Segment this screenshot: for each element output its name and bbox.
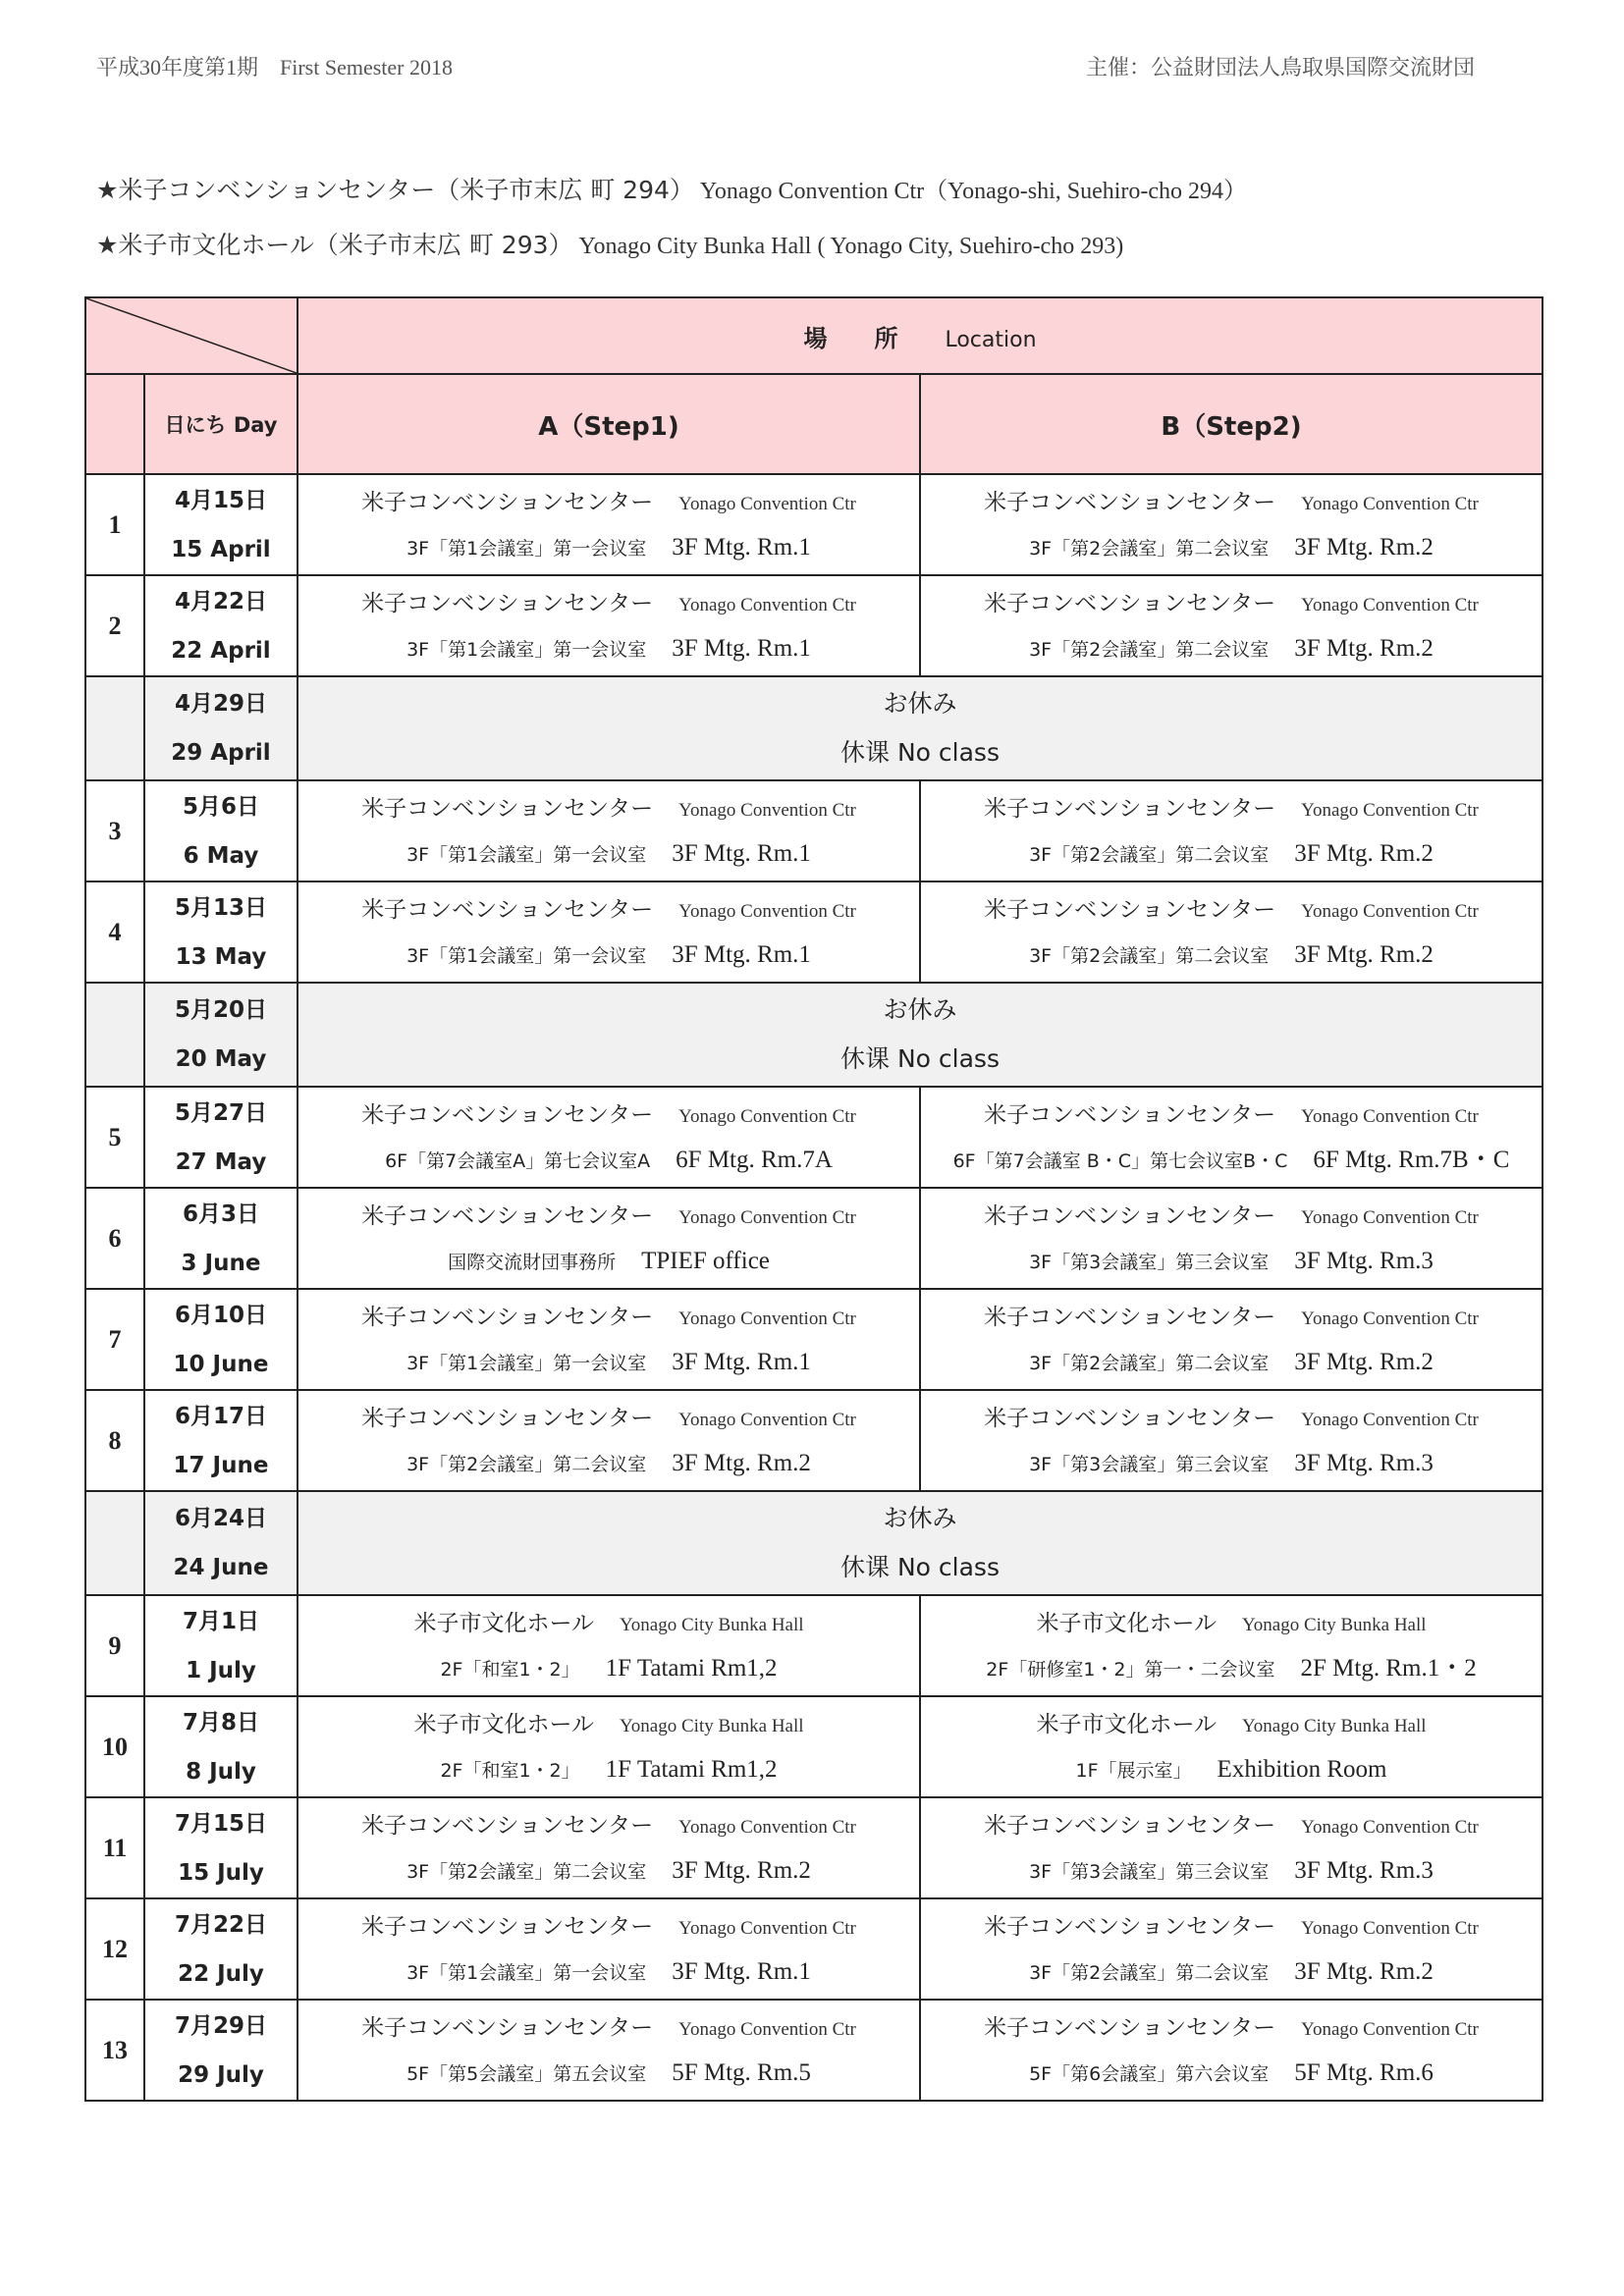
place-name: 米子市文化ホール bbox=[1036, 1610, 1217, 1636]
table-row bbox=[85, 1188, 1543, 1289]
room-line bbox=[298, 1138, 919, 1183]
date-en: 8 July bbox=[186, 1758, 256, 1785]
location-cell-b bbox=[920, 1188, 1543, 1289]
room-name-en: 3F Mtg. Rm.1 bbox=[672, 940, 811, 968]
place-name: 米子コンベンションセンター bbox=[361, 2014, 654, 2041]
room-name-en: 6F Mtg. Rm.7A bbox=[676, 1146, 833, 1173]
room-name-en: 3F Mtg. Rm.1 bbox=[672, 533, 811, 561]
session-number: 2 bbox=[85, 575, 144, 676]
room-line bbox=[298, 1239, 919, 1284]
place-line bbox=[921, 2005, 1542, 2051]
location-cell-a bbox=[298, 575, 920, 676]
date-cell bbox=[144, 1797, 298, 1898]
room-name: 3F「第1会議室」第一会议室 bbox=[406, 1961, 647, 1984]
place-name-en: Yonago City Bunka Hall bbox=[619, 1715, 804, 1736]
room-name-en: Exhibition Room bbox=[1217, 1755, 1387, 1783]
place-name: 米子コンベンションセンター bbox=[361, 1202, 654, 1229]
place-line bbox=[298, 887, 919, 933]
location-cell-b bbox=[920, 780, 1543, 881]
room-line bbox=[298, 1340, 919, 1385]
date-cell bbox=[144, 1289, 298, 1390]
date-cell bbox=[144, 474, 298, 575]
place-line bbox=[298, 1396, 919, 1441]
holiday-label: お休み bbox=[883, 995, 957, 1024]
place-line bbox=[921, 1194, 1542, 1239]
place-name: 米子コンベンションセンター bbox=[984, 896, 1276, 923]
place-name: 米子市文化ホール bbox=[413, 1610, 594, 1636]
location-cell-b bbox=[920, 1696, 1543, 1797]
room-line bbox=[298, 2051, 919, 2096]
date-jp: 4月15日 bbox=[174, 487, 267, 513]
place-line bbox=[298, 1093, 919, 1138]
room-line bbox=[298, 1646, 919, 1691]
room-line bbox=[298, 1441, 919, 1486]
venue-line-convention bbox=[96, 171, 1247, 206]
place-name: 米子コンベンションセンター bbox=[984, 1812, 1276, 1839]
organizer-label: 主催：公益財団法人鳥取県国際交流財団 bbox=[1085, 55, 1475, 80]
place-name: 米子市文化ホール bbox=[1036, 1711, 1217, 1737]
place-line bbox=[921, 1904, 1542, 1949]
place-name-en: Yonago Convention Ctr bbox=[678, 799, 856, 821]
room-name-en: 3F Mtg. Rm.1 bbox=[672, 839, 811, 867]
date-jp: 5月27日 bbox=[174, 1099, 267, 1126]
room-name: 3F「第2会議室」第二会议室 bbox=[1029, 1961, 1270, 1984]
room-name: 2F「和室1・2」 bbox=[440, 1759, 580, 1782]
venue-jp: ★米子市文化ホール（米子市末広 町 293） bbox=[96, 231, 573, 259]
date-en: 22 July bbox=[178, 1960, 264, 1987]
date-jp: 7月22日 bbox=[174, 1911, 267, 1938]
place-name-en: Yonago Convention Ctr bbox=[678, 1105, 856, 1127]
place-name: 米子コンベンションセンター bbox=[361, 896, 654, 923]
location-cell-a bbox=[298, 1188, 920, 1289]
room-name-en: 3F Mtg. Rm.1 bbox=[672, 1957, 811, 1985]
date-en: 1 July bbox=[186, 1657, 256, 1683]
place-name-en: Yonago Convention Ctr bbox=[1301, 1105, 1479, 1127]
location-cell-a bbox=[298, 474, 920, 575]
date-cell bbox=[144, 1696, 298, 1797]
room-name: 1F「展示室」 bbox=[1075, 1759, 1192, 1782]
room-line bbox=[921, 933, 1542, 978]
location-cell-a bbox=[298, 2000, 920, 2101]
place-line bbox=[921, 1601, 1542, 1646]
room-name-en: 5F Mtg. Rm.5 bbox=[672, 2058, 811, 2086]
date-cell bbox=[144, 2000, 298, 2101]
table-row bbox=[85, 1289, 1543, 1390]
location-header-en: Location bbox=[945, 327, 1037, 352]
place-name: 米子コンベンションセンター bbox=[361, 1304, 654, 1330]
location-cell-a bbox=[298, 1289, 920, 1390]
column-a-header: A（Step1) bbox=[298, 374, 920, 474]
room-name-en: 3F Mtg. Rm.1 bbox=[672, 634, 811, 662]
room-line bbox=[298, 831, 919, 877]
location-cell-b bbox=[920, 474, 1543, 575]
room-name-en: 3F Mtg. Rm.2 bbox=[672, 1856, 811, 1884]
corner-cell bbox=[85, 297, 298, 374]
room-line bbox=[921, 525, 1542, 570]
table-row bbox=[85, 1595, 1543, 1696]
table-row bbox=[85, 1898, 1543, 2000]
place-name: 米子コンベンションセンター bbox=[361, 1101, 654, 1128]
place-line bbox=[298, 1295, 919, 1340]
date-jp: 4月22日 bbox=[174, 588, 267, 614]
room-name: 国際交流財団事務所 bbox=[448, 1251, 617, 1273]
place-line bbox=[921, 480, 1542, 525]
room-line bbox=[298, 1848, 919, 1894]
room-line bbox=[921, 2051, 1542, 2096]
place-name-en: Yonago Convention Ctr bbox=[1301, 1206, 1479, 1228]
place-name: 米子コンベンションセンター bbox=[984, 795, 1276, 822]
room-name-en: 3F Mtg. Rm.1 bbox=[672, 1348, 811, 1375]
room-line bbox=[298, 933, 919, 978]
place-line bbox=[921, 1396, 1542, 1441]
location-cell-a bbox=[298, 1087, 920, 1188]
table-row bbox=[85, 881, 1543, 983]
no-class-label: 休课 No class bbox=[840, 738, 1000, 767]
date-en: 29 July bbox=[178, 2061, 264, 2088]
date-en: 27 May bbox=[175, 1148, 267, 1175]
room-name: 3F「第3会議室」第三会议室 bbox=[1029, 1860, 1270, 1883]
date-cell bbox=[144, 983, 298, 1087]
location-cell-b bbox=[920, 2000, 1543, 2101]
room-line bbox=[298, 525, 919, 570]
session-number: 12 bbox=[85, 1898, 144, 2000]
room-name: 2F「和室1・2」 bbox=[440, 1658, 580, 1681]
table-row bbox=[85, 1797, 1543, 1898]
place-line bbox=[921, 786, 1542, 831]
place-name-en: Yonago Convention Ctr bbox=[678, 1917, 856, 1939]
venue-jp: ★米子コンベンションセンター（米子市末広 町 294） bbox=[96, 176, 694, 204]
room-name: 3F「第1会議室」第一会议室 bbox=[406, 537, 647, 560]
location-cell-b bbox=[920, 1898, 1543, 2000]
room-name: 6F「第7会議室 B・C」第七会议室B・C bbox=[952, 1149, 1288, 1172]
room-line bbox=[921, 1848, 1542, 1894]
place-name-en: Yonago City Bunka Hall bbox=[1241, 1715, 1427, 1736]
place-line bbox=[298, 581, 919, 626]
table-row bbox=[85, 2000, 1543, 2101]
location-cell-a bbox=[298, 881, 920, 983]
room-name-en: 3F Mtg. Rm.2 bbox=[1294, 940, 1434, 968]
place-line bbox=[298, 480, 919, 525]
room-name-en: 6F Mtg. Rm.7B・C bbox=[1313, 1146, 1510, 1173]
session-number: 13 bbox=[85, 2000, 144, 2101]
date-cell bbox=[144, 676, 298, 780]
place-line bbox=[298, 1601, 919, 1646]
place-line bbox=[921, 1702, 1542, 1747]
session-number bbox=[85, 676, 144, 780]
location-cell-b bbox=[920, 881, 1543, 983]
room-name: 3F「第1会議室」第一会议室 bbox=[406, 944, 647, 967]
place-line bbox=[298, 1904, 919, 1949]
location-cell-a bbox=[298, 1696, 920, 1797]
day-header: 日にち Day bbox=[144, 374, 298, 474]
table-row bbox=[85, 1087, 1543, 1188]
room-name: 3F「第1会議室」第一会议室 bbox=[406, 843, 647, 866]
room-name: 5F「第5会議室」第五会议室 bbox=[406, 2062, 647, 2085]
place-name: 米子コンベンションセンター bbox=[984, 1202, 1276, 1229]
date-jp: 6月10日 bbox=[174, 1302, 267, 1328]
session-number: 4 bbox=[85, 881, 144, 983]
place-name-en: Yonago Convention Ctr bbox=[678, 1409, 856, 1430]
place-name: 米子コンベンションセンター bbox=[361, 1812, 654, 1839]
room-name: 5F「第6会議室」第六会议室 bbox=[1029, 2062, 1270, 2085]
room-name-en: 3F Mtg. Rm.2 bbox=[1294, 1957, 1434, 1985]
place-name-en: Yonago Convention Ctr bbox=[678, 1816, 856, 1838]
session-number bbox=[85, 983, 144, 1087]
place-name: 米子コンベンションセンター bbox=[984, 1304, 1276, 1330]
no-class-label: 休课 No class bbox=[840, 1553, 1000, 1581]
place-name: 米子コンベンションセンター bbox=[361, 590, 654, 616]
diagonal-line bbox=[86, 298, 297, 373]
room-line bbox=[298, 626, 919, 671]
date-jp: 7月1日 bbox=[182, 1608, 259, 1634]
session-number: 11 bbox=[85, 1797, 144, 1898]
schedule-table bbox=[84, 296, 1543, 2102]
session-number: 6 bbox=[85, 1188, 144, 1289]
place-name: 米子コンベンションセンター bbox=[984, 1405, 1276, 1431]
place-line bbox=[298, 1194, 919, 1239]
room-name: 3F「第2会議室」第二会议室 bbox=[1029, 638, 1270, 661]
table-row bbox=[85, 1390, 1543, 1491]
date-en: 6 May bbox=[183, 842, 259, 869]
place-name-en: Yonago Convention Ctr bbox=[1301, 594, 1479, 615]
room-name-en: 3F Mtg. Rm.3 bbox=[1294, 1856, 1434, 1884]
room-line bbox=[921, 626, 1542, 671]
location-cell-a bbox=[298, 1595, 920, 1696]
place-name: 米子コンベンションセンター bbox=[361, 489, 654, 515]
date-cell bbox=[144, 1390, 298, 1491]
place-name-en: Yonago Convention Ctr bbox=[678, 594, 856, 615]
date-cell bbox=[144, 780, 298, 881]
place-line bbox=[298, 1702, 919, 1747]
room-name-en: 3F Mtg. Rm.3 bbox=[1294, 1449, 1434, 1476]
place-name: 米子コンベンションセンター bbox=[984, 1101, 1276, 1128]
date-jp: 7月8日 bbox=[182, 1709, 259, 1735]
date-en: 20 May bbox=[175, 1046, 267, 1072]
place-name-en: Yonago Convention Ctr bbox=[678, 900, 856, 922]
location-header-jp: 場 所 bbox=[803, 324, 898, 352]
date-en: 10 June bbox=[173, 1351, 269, 1377]
location-cell-a bbox=[298, 1898, 920, 2000]
venue-en: Yonago City Bunka Hall ( Yonago City, Suehiro-cho 293) bbox=[578, 234, 1124, 259]
place-name-en: Yonago Convention Ctr bbox=[678, 1308, 856, 1329]
date-en: 22 April bbox=[171, 637, 271, 664]
room-name: 3F「第2会議室」第二会议室 bbox=[406, 1860, 647, 1883]
date-cell bbox=[144, 575, 298, 676]
session-number: 9 bbox=[85, 1595, 144, 1696]
venue-line-bunka-hall bbox=[96, 226, 1123, 261]
session-number bbox=[85, 1491, 144, 1595]
table-row bbox=[85, 1491, 1543, 1595]
room-line bbox=[921, 1239, 1542, 1284]
place-line bbox=[298, 786, 919, 831]
place-name-en: Yonago Convention Ctr bbox=[1301, 900, 1479, 922]
date-cell bbox=[144, 1898, 298, 2000]
place-name-en: Yonago Convention Ctr bbox=[1301, 493, 1479, 514]
place-name: 米子コンベンションセンター bbox=[984, 1913, 1276, 1940]
room-name-en: 3F Mtg. Rm.3 bbox=[1294, 1247, 1434, 1274]
place-line bbox=[921, 1803, 1542, 1848]
date-cell bbox=[144, 1087, 298, 1188]
place-name-en: Yonago Convention Ctr bbox=[1301, 1917, 1479, 1939]
place-line bbox=[921, 1295, 1542, 1340]
session-number: 3 bbox=[85, 780, 144, 881]
date-jp: 7月29日 bbox=[174, 2012, 267, 2039]
date-jp: 4月29日 bbox=[174, 691, 267, 717]
place-line bbox=[298, 1803, 919, 1848]
session-number: 8 bbox=[85, 1390, 144, 1491]
date-en: 24 June bbox=[173, 1555, 269, 1580]
place-name: 米子コンベンションセンター bbox=[361, 1913, 654, 1940]
table-row bbox=[85, 780, 1543, 881]
date-en: 17 June bbox=[173, 1452, 269, 1478]
column-b-header: B（Step2) bbox=[920, 374, 1543, 474]
holiday-label: お休み bbox=[883, 1504, 957, 1532]
room-name-en: 3F Mtg. Rm.2 bbox=[1294, 1348, 1434, 1375]
location-cell-a bbox=[298, 1390, 920, 1491]
place-line bbox=[921, 887, 1542, 933]
date-cell bbox=[144, 1491, 298, 1595]
session-number: 1 bbox=[85, 474, 144, 575]
date-jp: 6月3日 bbox=[182, 1201, 259, 1227]
number-header bbox=[85, 374, 144, 474]
venue-en: Yonago Convention Ctr（Yonago-shi, Suehiro-cho 294） bbox=[699, 179, 1248, 204]
place-name-en: Yonago Convention Ctr bbox=[678, 1206, 856, 1228]
place-name-en: Yonago Convention Ctr bbox=[1301, 2018, 1479, 2040]
room-line bbox=[921, 1949, 1542, 1995]
place-name: 米子コンベンションセンター bbox=[984, 590, 1276, 616]
date-cell bbox=[144, 1188, 298, 1289]
no-class-cell bbox=[298, 983, 1543, 1087]
room-line bbox=[921, 1138, 1542, 1183]
no-class-cell bbox=[298, 676, 1543, 780]
room-line bbox=[921, 1441, 1542, 1486]
table-row bbox=[85, 983, 1543, 1087]
date-jp: 6月24日 bbox=[174, 1506, 267, 1531]
place-line bbox=[298, 2005, 919, 2051]
room-name: 3F「第2会議室」第二会议室 bbox=[1029, 1352, 1270, 1374]
no-class-label: 休课 No class bbox=[840, 1044, 1000, 1073]
room-name-en: 1F Tatami Rm1,2 bbox=[605, 1654, 778, 1682]
date-jp: 6月17日 bbox=[174, 1403, 267, 1429]
room-name: 3F「第1会議室」第一会议室 bbox=[406, 1352, 647, 1374]
place-name-en: Yonago Convention Ctr bbox=[1301, 1409, 1479, 1430]
location-cell-a bbox=[298, 780, 920, 881]
room-name-en: 2F Mtg. Rm.1・2 bbox=[1300, 1654, 1477, 1682]
location-header bbox=[298, 297, 1543, 374]
table-row bbox=[85, 676, 1543, 780]
room-name-en: 3F Mtg. Rm.2 bbox=[672, 1449, 811, 1476]
location-cell-b bbox=[920, 575, 1543, 676]
location-cell-b bbox=[920, 1390, 1543, 1491]
date-cell bbox=[144, 881, 298, 983]
date-en: 15 July bbox=[178, 1859, 264, 1886]
no-class-cell bbox=[298, 1491, 1543, 1595]
room-name-en: 1F Tatami Rm1,2 bbox=[605, 1755, 778, 1783]
date-en: 13 May bbox=[175, 943, 267, 970]
holiday-label: お休み bbox=[883, 689, 957, 718]
place-name-en: Yonago City Bunka Hall bbox=[1241, 1614, 1427, 1635]
room-name: 3F「第2会議室」第二会议室 bbox=[1029, 944, 1270, 967]
room-name-en: TPIEF office bbox=[641, 1247, 770, 1274]
room-line bbox=[921, 831, 1542, 877]
place-name: 米子コンベンションセンター bbox=[984, 2014, 1276, 2041]
session-number: 5 bbox=[85, 1087, 144, 1188]
place-name-en: Yonago Convention Ctr bbox=[678, 2018, 856, 2040]
session-number: 10 bbox=[85, 1696, 144, 1797]
place-name: 米子市文化ホール bbox=[413, 1711, 594, 1737]
room-name: 3F「第1会議室」第一会议室 bbox=[406, 638, 647, 661]
place-name-en: Yonago Convention Ctr bbox=[678, 493, 856, 514]
date-en: 29 April bbox=[171, 740, 271, 766]
room-name: 3F「第2会議室」第二会议室 bbox=[406, 1453, 647, 1475]
date-jp: 5月6日 bbox=[182, 793, 259, 820]
location-cell-b bbox=[920, 1595, 1543, 1696]
room-name-en: 5F Mtg. Rm.6 bbox=[1294, 2058, 1434, 2086]
room-line bbox=[921, 1747, 1542, 1792]
table-row bbox=[85, 575, 1543, 676]
place-name: 米子コンベンションセンター bbox=[361, 795, 654, 822]
place-line bbox=[921, 1093, 1542, 1138]
room-line bbox=[921, 1646, 1542, 1691]
place-name: 米子コンベンションセンター bbox=[984, 489, 1276, 515]
date-cell bbox=[144, 1595, 298, 1696]
date-jp: 5月13日 bbox=[174, 894, 267, 921]
semester-label: 平成30年度第1期 First Semester 2018 bbox=[96, 55, 453, 80]
table-row bbox=[85, 1696, 1543, 1797]
room-name: 3F「第3会議室」第三会议室 bbox=[1029, 1251, 1270, 1273]
date-jp: 5月20日 bbox=[174, 997, 267, 1023]
session-number: 7 bbox=[85, 1289, 144, 1390]
place-name-en: Yonago City Bunka Hall bbox=[619, 1614, 804, 1635]
room-name: 3F「第3会議室」第三会议室 bbox=[1029, 1453, 1270, 1475]
location-cell-b bbox=[920, 1087, 1543, 1188]
room-name-en: 3F Mtg. Rm.2 bbox=[1294, 634, 1434, 662]
date-en: 3 June bbox=[181, 1250, 261, 1276]
date-jp: 7月15日 bbox=[174, 1810, 267, 1837]
location-cell-a bbox=[298, 1797, 920, 1898]
room-name: 6F「第7会議室A」第七会议室A bbox=[385, 1149, 651, 1172]
place-name-en: Yonago Convention Ctr bbox=[1301, 1308, 1479, 1329]
date-en: 15 April bbox=[171, 536, 271, 562]
place-name-en: Yonago Convention Ctr bbox=[1301, 799, 1479, 821]
room-line bbox=[298, 1747, 919, 1792]
location-cell-b bbox=[920, 1797, 1543, 1898]
place-name-en: Yonago Convention Ctr bbox=[1301, 1816, 1479, 1838]
place-line bbox=[921, 581, 1542, 626]
room-name: 3F「第2会議室」第二会议室 bbox=[1029, 843, 1270, 866]
room-name: 2F「研修室1・2」第一・二会议室 bbox=[986, 1658, 1275, 1681]
room-line bbox=[921, 1340, 1542, 1385]
room-name: 3F「第2会議室」第二会议室 bbox=[1029, 537, 1270, 560]
place-name: 米子コンベンションセンター bbox=[361, 1405, 654, 1431]
location-cell-b bbox=[920, 1289, 1543, 1390]
room-name-en: 3F Mtg. Rm.2 bbox=[1294, 839, 1434, 867]
room-name-en: 3F Mtg. Rm.2 bbox=[1294, 533, 1434, 561]
room-line bbox=[298, 1949, 919, 1995]
table-row bbox=[85, 474, 1543, 575]
